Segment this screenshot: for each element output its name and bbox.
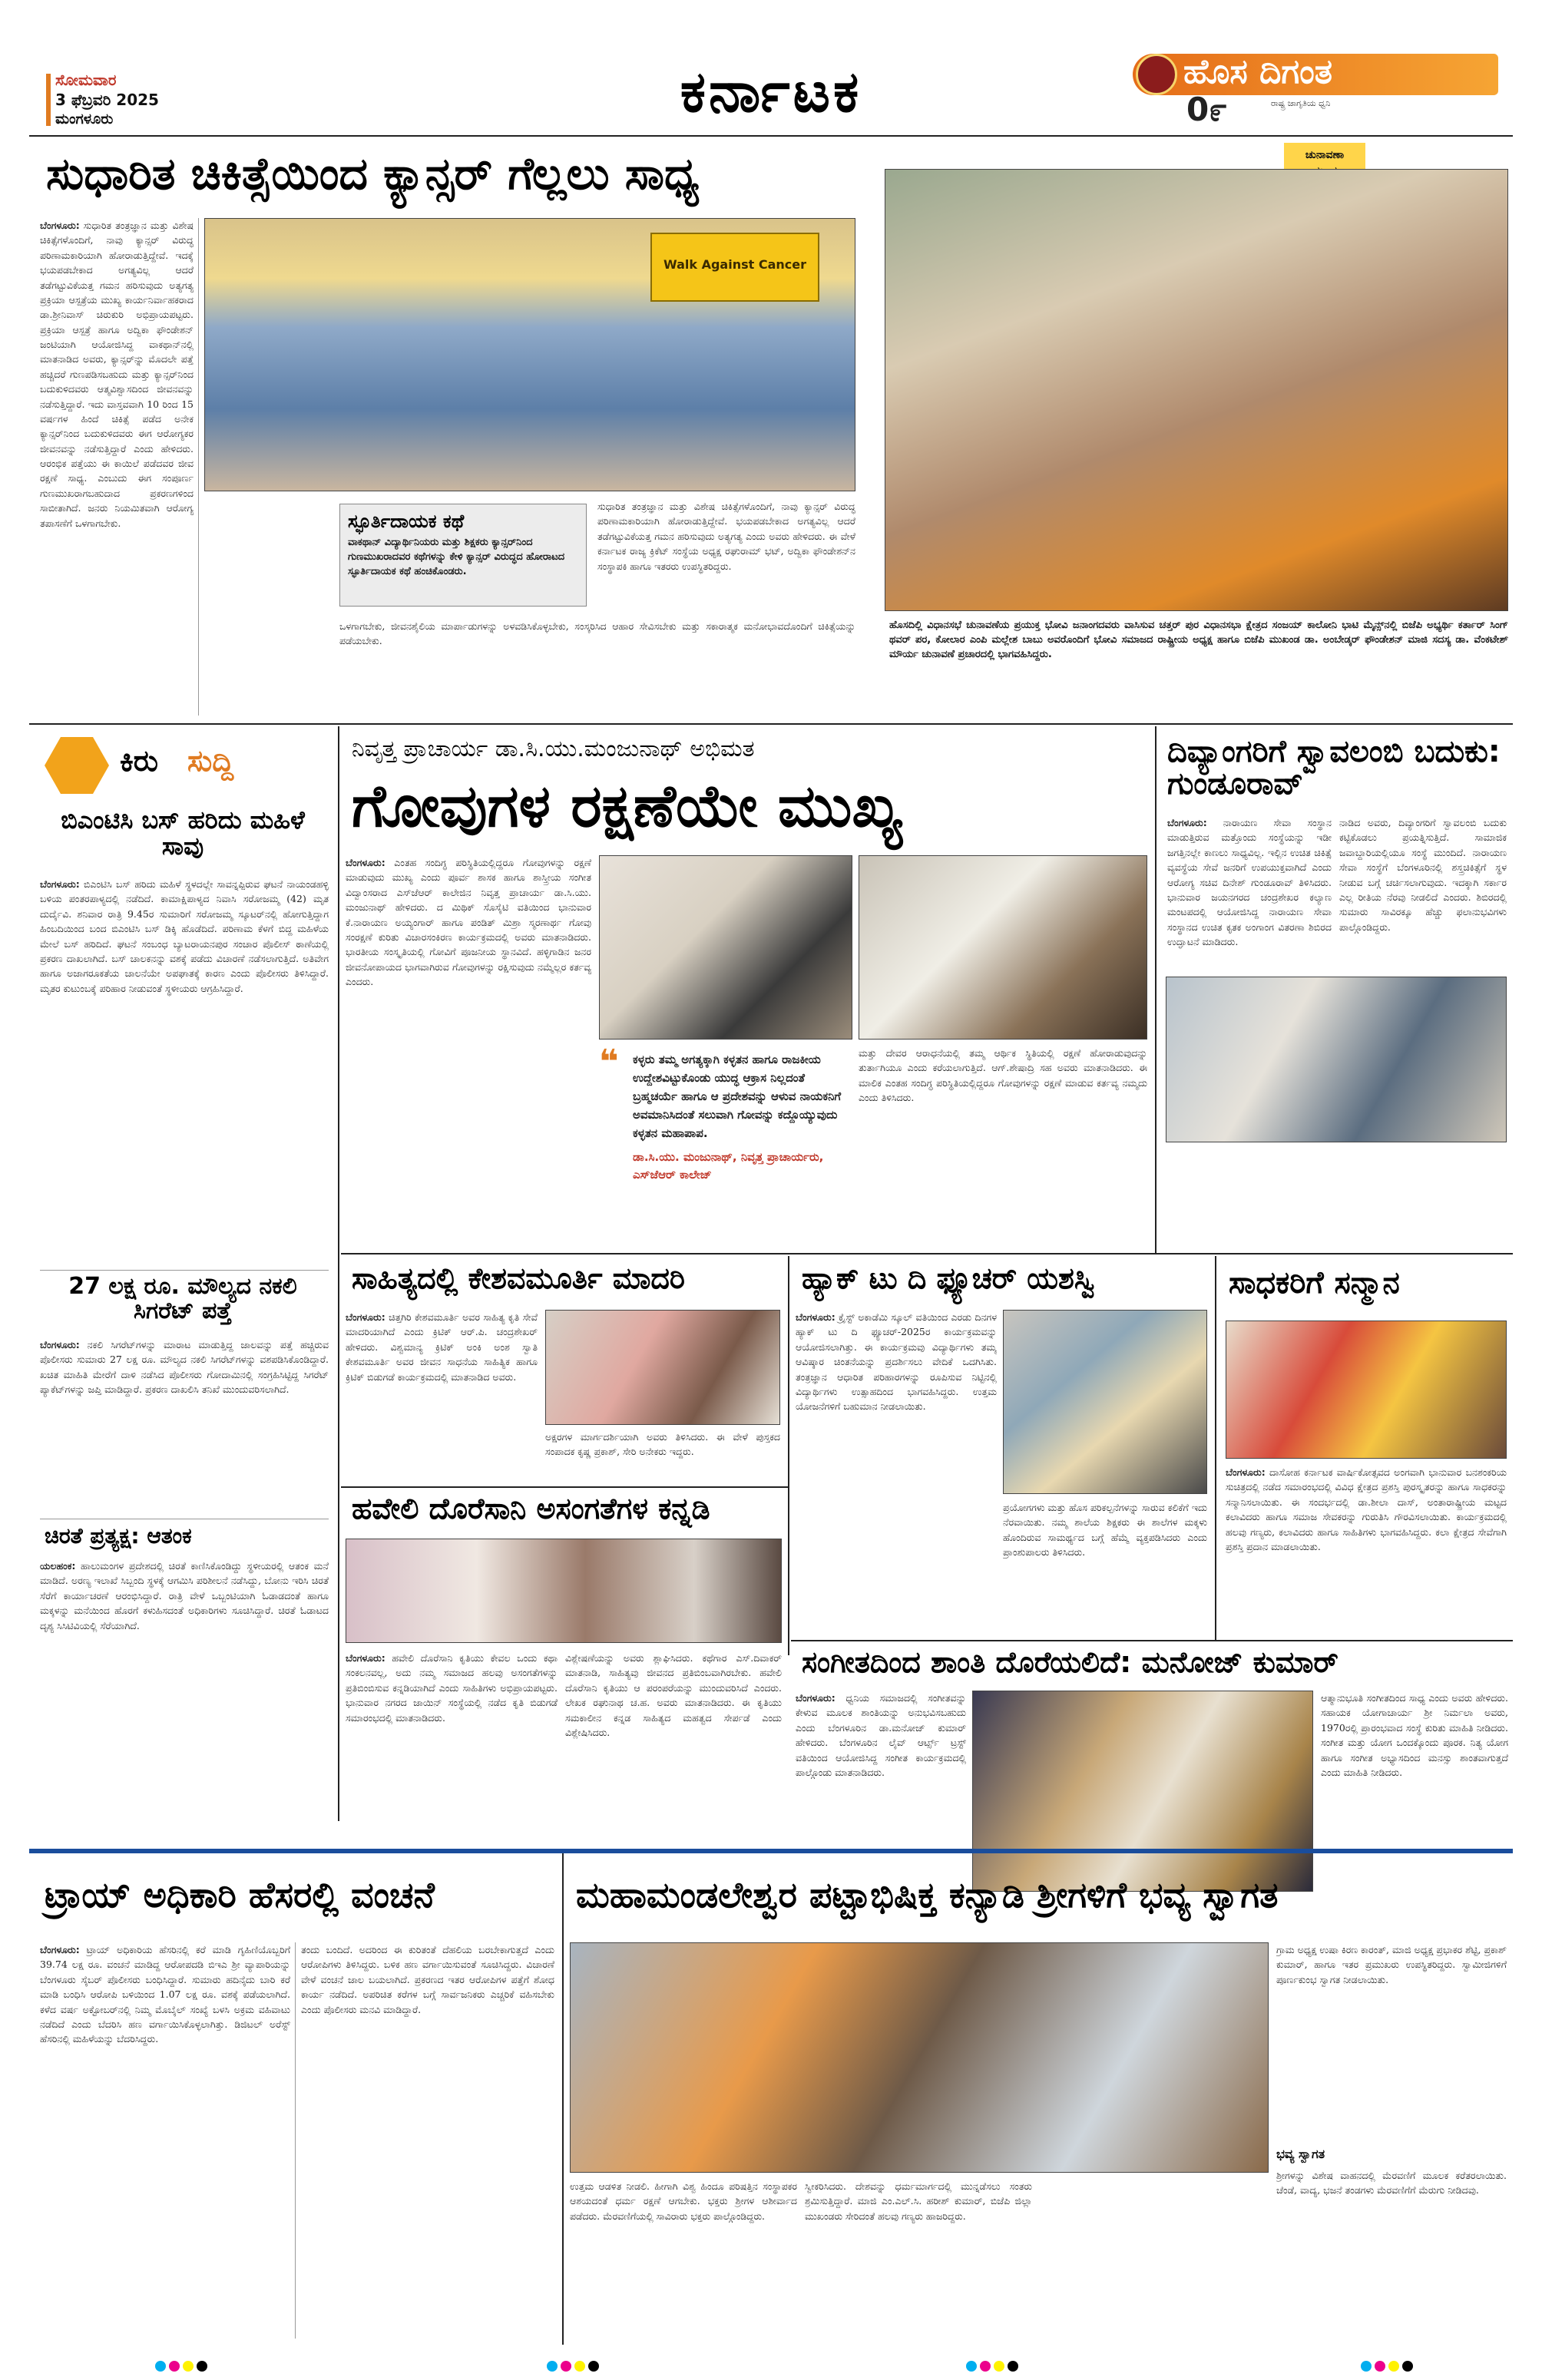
music-headline: ಸಂಗೀತದಿಂದ ಶಾಂತಿ ದೊರೆಯಲಿದೆ: ಮನೋಜ್ ಕುಮಾರ್ [802,1645,1338,1679]
swami-col2: ಉತ್ತಮ ಆಡಳಿತ ನೀಡಲಿ. ಹೀಗಾಗಿ ವಿಶ್ವ ಹಿಂದೂ ಪರಿಷತ್ತಿನ ಸಂಸ್ಥಾಪಕರ ಆಶಯದಂತೆ ಧರ್ಮ ರಕ್ಷಣೆ ಆಗಬೇಕು. ಭಕ್ತರು ಶ್ರೀಗಳ ಆಶೀರ್ವಾದ ಪಡೆದರು. ಮೆರವಣಿಗೆಯಲ್ಲಿ ಸಾವಿರಾರು ಭಕ್ತರು ಪಾಲ್ಗೊಂಡಿದ್ದರು. [570,2180,797,2222]
rule-row1 [29,723,1513,725]
cyan-dot-icon [1361,2361,1372,2372]
cancer-col1b: ಒಳಗಾಗಬೇಕು, ಜೀವನಶೈಲಿಯ ಮಾರ್ಪಾಡುಗಳನ್ನು ಅಳವಡಿಸಿಕೊಳ್ಳಬೇಕು, ಸಂಸ್ಕರಿಸಿದ ಆಹಾರ ಸೇವಿಸಬೇಕು ಮತ್ತು ಸಕಾರಾತ್ಮಕ ಮನೋಭಾವದೊಂದಿಗೆ ಚಿಕಿತ್ಸೆಯನ್ನು ಪಡೆಯಬೇಕು. [339,620,855,647]
cancer-dateline: ಬೆಂಗಳೂರು: [40,220,80,231]
kirusuddi-header [45,737,306,798]
leopard-dateline: ಯಲಹಂಕ: [40,1560,76,1572]
swami-col3b [1040,2179,1269,2339]
trai-dateline: ಬೆಂಗಳೂರು: [40,1944,80,1955]
rule-haveli [341,1486,788,1488]
leopard-body [40,1559,329,1812]
story-haveli [341,1489,786,1821]
swami-headline: ಮಹಾಮಂಡಲೇಶ್ವರ ಪಟ್ಟಾಭಿಷಿಕ್ತ ಕನ್ಯಾಡಿ ಶ್ರೀಗಳಿಗೆ ಭವ್ಯ ಸ್ವಾಗತ [576,1874,1279,1916]
cow-quote-by: ಡಾ.ಸಿ.ಯು. ಮಂಜುನಾಥ್, ನಿವೃತ್ತ ಪ್ರಾಚಾರ್ಯರು, ಎಸ್‌ಜೆಆರ್ ಕಾಲೇಜ್ [633,1150,824,1182]
rule-divyang [1155,726,1156,1253]
black-dot-icon [1008,2361,1018,2372]
black-dot-icon [588,2361,599,2372]
election-tag-line1: ಚುನಾವಣಾ [1305,149,1345,161]
trai-col2: ತಂದು ಬಂದಿದೆ. ಅದರಿಂದ ಈ ಕುರಿತಂತೆ ದೆಹಲಿಯ ಬರಬೇಕಾಗುತ್ತದೆ ಎಂದು ಆರೋಪಿಗಳು ತಿಳಿಸಿದ್ದರು. ಬಳಿಕ ಹಣ ವರ್ಗಾಯಿಸುವಂತೆ ಸೂಚಿಸಿದ್ದರು. ವಿಚಾರಣೆ ವೇಳೆ ವಂಚನೆ ಜಾಲ ಬಯಲಾಗಿದೆ. ಪ್ರಕರಣದ ಇತರ ಆರೋಪಿಗಳ ಪತ್ತೆಗೆ ಶೋಧ ಕಾರ್ಯ ನಡೆದಿದೆ. ಅಪರಿಚಿತ ಕರೆಗಳ ಬಗ್ಗೆ ಸಾರ್ವಜನಿಕರು ಎಚ್ಚರಿಕೆ ವಹಿಸಬೇಕು ಎಂದು ಪೊಲೀಸರು ಮನವಿ ಮಾಡಿದ್ದಾರೆ. [301,1944,554,2015]
hack-col1 [796,1310,997,1634]
page-number: 0೯ [1186,91,1227,128]
registration-marks-left [154,2360,209,2375]
bus-body [40,877,329,1265]
brand-name: ಹೊಸ ದಿಗಂತ [1183,52,1333,91]
brand-emblem-icon [1136,54,1177,95]
column-divider [295,1942,296,2339]
yellow-dot-icon [574,2361,585,2372]
story-hack [791,1256,1213,1640]
divyang-headline: ದಿವ್ಯಾಂಗರಿಗೆ ಸ್ವಾವಲಂಬಿ ಬದುಕು: ಗುಂಡೂರಾವ್ [1167,734,1501,802]
sadhaka-photo [1226,1321,1507,1459]
cow-col1 [346,855,591,1247]
bus-headline: ಬಿಎಂಟಿಸಿ ಬಸ್ ಹರಿದು ಮಹಿಳೆ ಸಾವು [61,805,305,861]
swami-col4: ಗ್ರಾಮ ಅಧ್ಯಕ್ಷ ಉಷಾ ಕಿರಣ ಕಾರಂತ್, ಮಾಜಿ ಅಧ್ಯಕ್ಷ ಪ್ರಭಾಕರ ಶೆಟ್ಟಿ, ಪ್ರಕಾಶ್ ಕುಮಾರ್, ಹಾಗೂ ಇತರ ಪ್ರಮುಖರು ಉಪಸ್ಥಿತರಿದ್ದರು. ಸ್ವಾಮೀಜಿಗಳಿಗೆ ಪೂರ್ಣಕುಂಭ ಸ್ವಾಗತ ನೀಡಲಾಯಿತು. [1276,1944,1507,1985]
story-cow [341,726,1153,1253]
quote-icon: ❝ [599,1043,619,1082]
cancer-col1 [40,218,194,716]
bus-dateline: ಬೆಂಗಳೂರು: [40,878,80,890]
sadhaka-text: ದಾಸೋಹ ಕರ್ನಾಟಕ ವಾರ್ಷಿಕೋತ್ಸವದ ಅಂಗವಾಗಿ ಭಾನುವಾರ ಬನಶಂಕರಿಯ ಸುಚಿತ್ರದಲ್ಲಿ ನಡೆದ ಸಮಾರಂಭದಲ್ಲಿ ವಿವಿಧ ಕ್ಷೇತ್ರದ ಪ್ರಶಸ್ತಿ ಪುರಸ್ಕೃತರನ್ನು ಹಾಗೂ ಸಾಧಕರನ್ನು ಸನ್ಮಾನಿಸಲಾಯಿತು. ಈ ಸಂದರ್ಭದಲ್ಲಿ ಡಾ.ಶೀಲಾ ದಾಸ್, ಅಂತಾರಾಷ್ಟ್ರೀಯ ಮಟ್ಟದ ಕಲಾವಿದರು ಹಾಗೂ ಸಮಾಜ ಸೇವಕರನ್ನು ಗುರುತಿಸಿ ಗೌರವಿಸಲಾಯಿತು. ಕಾರ್ಯಕ್ರಮದಲ್ಲಿ ಹಲವು ಗಣ್ಯರು, ಕಲಾವಿದರು ಹಾಗೂ ಸಾಹಿತಿಗಳು ಭಾಗವಹಿಸಿದ್ದರು. ಕಲಾ ಕ್ಷೇತ್ರದ ಸೇವೆಗಾಗಿ ಪ್ರಶಸ್ತಿ ಪ್ರದಾನ ಮಾಡಲಾಯಿತು. [1226,1466,1507,1552]
haveli-photo [346,1539,782,1643]
bus-text: ಬಿಎಂಟಿಸಿ ಬಸ್ ಹರಿದು ಮಹಿಳೆ ಸ್ಥಳದಲ್ಲೇ ಸಾವನ್ನಪ್ಪಿರುವ ಘಟನೆ ನಾಯಂಡಹಳ್ಳಿ ಬಳಿಯ ಪಂತರಪಾಳ್ಯದಲ್ಲಿ ನಡೆದಿದೆ. ಕಾಮಾಕ್ಷಿಪಾಳ್ಯದ ನಿವಾಸಿ ಸರೋಜಮ್ಮ (42) ಮೃತ ದುರ್ದೈವಿ. ಶನಿವಾರ ರಾತ್ರಿ 9.45ರ ಸುಮಾರಿಗೆ ಸರೋಜಮ್ಮ ಸ್ಕೂಟರ್‌ನಲ್ಲಿ ಹೋಗುತ್ತಿದ್ದಾಗ ಹಿಂಬದಿಯಿಂದ ಬಂದ ಬಿಎಂಟಿಸಿ ಬಸ್ ಡಿಕ್ಕಿ ಹೊಡೆದಿದೆ. ಪರಿಣಾಮ ಕೆಳಗೆ ಬಿದ್ದ ಮಹಿಳೆಯ ಮೇಲೆ ಬಸ್ ಹರಿದಿದೆ. ಘಟನೆ ಸಂಬಂಧ ಬ್ಯಾಟರಾಯನಪುರ ಸಂಚಾರ ಪೊಲೀಸ್ ಠಾಣೆಯಲ್ಲಿ ಪ್ರಕರಣ ದಾಖಲಾಗಿದೆ. ಬಸ್ ಚಾಲಕನನ್ನು ವಶಕ್ಕೆ ಪಡೆದು ವಿಚಾರಣೆ ನಡೆಸಲಾಗುತ್ತಿದೆ. ಅತಿವೇಗ ಹಾಗೂ ಅಜಾಗರೂಕತೆಯ ಚಾಲನೆಯೇ ಅಪಘಾತಕ್ಕೆ ಕಾರಣ ಎಂದು ಪೊಲೀಸರು ತಿಳಿಸಿದ್ದಾರೆ. ಮೃತರ ಕುಟುಂಬಕ್ಕೆ ಪರಿಹಾರ ನೀಡುವಂತೆ ಸ್ಥಳೀಯರು ಆಗ್ರಹಿಸಿದ್ದಾರೆ. [40,878,329,994]
cigarette-headline: 27 ಲಕ್ಷ ರೂ. ಮೌಲ್ಯದ ನಕಲಿ ಸಿಗರೆಟ್ ಪತ್ತೆ [68,1273,297,1324]
magenta-dot-icon [561,2361,571,2372]
cow-dateline: ಬೆಂಗಳೂರು: [346,857,386,868]
keshava-dateline: ಬೆಂಗಳೂರು: [346,1311,386,1323]
cancer-headline: ಸುಧಾರಿತ ಚಿಕಿತ್ಸೆಯಿಂದ ಕ್ಯಾನ್ಸರ್ ಗೆಲ್ಲಲು ಸಾಧ್ಯ [46,147,700,200]
keshava-photo [545,1310,780,1425]
trai-headline: ಟ್ರಾಯ್ ಅಧಿಕಾರಿ ಹೆಸರಲ್ಲಿ ವಂಚನೆ [45,1874,435,1916]
haveli-col1 [346,1651,558,1815]
cow-headline: ಗೋವುಗಳ ರಕ್ಷಣೆಯೇ ಮುಖ್ಯ [352,772,903,840]
hack-text-1: ಕ್ರೈಸ್ಟ್ ಅಕಾಡೆಮಿ ಸ್ಕೂಲ್ ವತಿಯಿಂದ ಎರಡು ದಿನಗಳ ಹ್ಯಾಕ್ ಟು ದಿ ಫ್ಯೂಚರ್-2025ರ ಕಾರ್ಯಕ್ರಮವನ್ನು ಆಯೋಜಿಸಲಾಗಿತ್ತು. ಈ ಕಾರ್ಯಕ್ರಮವು ವಿದ್ಯಾರ್ಥಿಗಳು ತಮ್ಮ ಆವಿಷ್ಕಾರ ಚಿಂತನೆಯನ್ನು ಪ್ರದರ್ಶಿಸಲು ವೇದಿಕೆ ಒದಗಿಸಿತು. ತಂತ್ರಜ್ಞಾನ ಆಧಾರಿತ ಪರಿಹಾರಗಳನ್ನು ರೂಪಿಸುವ ನಿಟ್ಟಿನಲ್ಲಿ ವಿದ್ಯಾರ್ಥಿಗಳು ಉತ್ಸಾಹದಿಂದ ಭಾಗವಹಿಸಿದ್ದರು. ಉತ್ತಮ ಯೋಜನೆಗಳಿಗೆ ಬಹುಮಾನ ನೀಡಲಾಯಿತು. [796,1311,997,1413]
story-election [883,138,1513,722]
trai-text-1: ಟ್ರಾಯ್ ಅಧಿಕಾರಿಯ ಹೆಸರಿನಲ್ಲಿ ಕರೆ ಮಾಡಿ ಗೃಹಿಣಿಯೊಬ್ಬರಿಗೆ 39.74 ಲಕ್ಷ ರೂ. ವಂಚನೆ ಮಾಡಿದ್ದ ಆರೋಪದಡಿ ಬಿಇಎ ಶ್ರೀ ವ್ಯಾಪಾರಿಯನ್ನು ಬೆಂಗಳೂರು ಸೈಬರ್ ಪೊಲೀಸರು ಬಂಧಿಸಿದ್ದಾರೆ. ಸುಮಾರು ಹದಿನೈದು ಬಾರಿ ಕರೆ ಮಾಡಿ ಬಂಧಿಸಿ ಆರೋಪಿ ಬಳಿಯಿಂದ 1.07 ಲಕ್ಷ ರೂ. ವಶಕ್ಕೆ ಪಡೆಯಲಾಗಿದೆ. ಕಳೆದ ವರ್ಷ ಅಕ್ಟೋಬರ್‌ನಲ್ಲಿ ನಿಮ್ಮ ಮೊಬೈಲ್ ಸಂಖ್ಯೆ ಬಳಸಿ ಅಕ್ರಮ ವಹಿವಾಟು ನಡೆದಿದೆ ಎಂದು ಬೆದರಿಸಿ ಹಣ ವರ್ಗಾಯಿಸಿಕೊಳ್ಳಲಾಗಿತ್ತು. ಡಿಜಿಟಲ್ ಅರೆಸ್ಟ್ ಹೆಸರಿನಲ್ಲಿ ಮಹಿಳೆಯನ್ನು ಬೆದರಿಸಿದ್ದರು. [40,1944,290,2045]
leopard-headline: ಚಿರತೆ ಪ್ರತ್ಯಕ್ಷ: ಆತಂಕ [45,1523,192,1549]
keshava-col2: ಅಕ್ಷರಗಳ ಮಾರ್ಗದರ್ಶಿಯಾಗಿ ಅವರು ತಿಳಿಸಿದರು. ಈ ವೇಳೆ ಪುಸ್ತಕದ ಸಂಪಾದಕ ಕೃಷ್ಣ ಪ್ರಕಾಶ್, ಸೇರಿ ಅನೇಕರು ಇದ್ದರು. [545,1431,780,1458]
haveli-text-1: ಹವೇಲಿ ದೊರೆಸಾನಿ ಕೃತಿಯು ಕೇವಲ ಒಂದು ಕಥಾ ಸಂಕಲನವಲ್ಲ, ಅದು ನಮ್ಮ ಸಮಾಜದ ಹಲವು ಅಸಂಗತೆಗಳನ್ನು ಪ್ರತಿಬಿಂಬಿಸುವ ಕನ್ನಡಿಯಾಗಿದೆ ಎಂದು ಸಾಹಿತಿಗಳು ಅಭಿಪ್ರಾಯಪಟ್ಟರು. ಭಾನುವಾರ ನಗರದ ಜಾಯಿನ್ ಸಂಸ್ಥೆಯಲ್ಲಿ ನಡೆದ ಕೃತಿ ಬಿಡುಗಡೆ ಸಮಾರಂಭದಲ್ಲಿ ಮಾತನಾಡಿದರು. [346,1652,558,1724]
music-dateline: ಬೆಂಗಳೂರು: [796,1692,836,1704]
walkathon-banner [650,233,819,302]
registration-marks-mid [545,2360,601,2375]
kirusuddi-title-b: ಸುದ್ದಿ [187,744,234,778]
divyang-text-1: ನಾರಾಯಣ ಸೇವಾ ಸಂಸ್ಥಾನ ಮಾಡುತ್ತಿರುವ ಮತ್ತೊಂದು ಸಂಸ್ಥೆಯನ್ನು ಇಡೀ ಜಗತ್ತಿನಲ್ಲೇ ಕಾಣಲು ಸಾಧ್ಯವಿಲ್ಲ. ಇಲ್ಲಿನ ಉಚಿತ ಚಿಕಿತ್ಸೆ ವ್ಯವಸ್ಥೆಯ ಸೇವೆ ಜನರಿಗೆ ಉಪಯುಕ್ತವಾಗಿದೆ ಎಂದು ಆರೋಗ್ಯ ಸಚಿವ ದಿನೇಶ್ ಗುಂಡೂರಾವ್ ತಿಳಿಸಿದರು. ಭಾನುವಾರ ಜಯನಗರದ ಚಂದ್ರಶೇಖರ ಕಲ್ಯಾಣ ಮಂಟಪದಲ್ಲಿ ಆಯೋಜಿಸಿದ್ದ ನಾರಾಯಣ ಸೇವಾ ಸಂಸ್ಥಾನದ ಉಚಿತ ಕೃತಕ ಅಂಗಾಂಗ ವಿತರಣಾ ಶಿಬಿರದ ಉದ್ಘಾಟನೆ ಮಾಡಿದರು. [1167,817,1332,947]
election-photo [885,169,1508,611]
swami-photo [570,1942,1269,2173]
story-swami [565,1853,1513,2345]
swami-col4b: ಶ್ರೀಗಳನ್ನು ವಿಶೇಷ ವಾಹನದಲ್ಲಿ ಮೆರವಣಿಗೆ ಮೂಲಕ ಕರೆತರಲಾಯಿತು. ಚೆಂಡೆ, ವಾದ್ಯ, ಭಜನೆ ತಂಡಗಳು ಮೆರವಣಿಗೆಗೆ ಮೆರುಗು ನೀಡಿದವು. [1276,2170,1507,2197]
sadhaka-headline: ಸಾಧಕರಿಗೆ ಸನ್ಮಾನ [1229,1265,1400,1301]
haveli-dateline: ಬೆಂಗಳೂರು: [346,1652,386,1664]
hack-photo [1003,1310,1207,1494]
story-divyang [1158,726,1513,1253]
masthead-city: ಮಂಗಳೂರು [55,111,114,127]
cow-text-1: ಎಂತಹ ಸಂದಿಗ್ಧ ಪರಿಸ್ಥಿತಿಯಲ್ಲಿದ್ದರೂ ಗೋವುಗಳನ್ನು ರಕ್ಷಣೆ ಮಾಡುವುದು ಮುಖ್ಯ ಎಂದು ಪೂರ್ವ ಶಾಸಕ ಹಾಗೂ ಶಾಸ್ತ್ರೀಯ ಸಂಗೀತ ವಿದ್ವಾಂಸರಾದ ಎಸ್‌ಜೆಆರ್ ಕಾಲೇಜಿನ ನಿವೃತ್ತ ಪ್ರಾಚಾರ್ಯ ಡಾ.ಸಿ.ಯು. ಮಂಜುನಾಥ್ ಹೇಳಿದರು. ದ ಮಿಥಿಕ್ ಸೊಸೈಟಿ ವತಿಯಿಂದ ಭಾನುವಾರ ಕೆ.ನಾರಾಯಣ ಅಯ್ಯಂಗಾರ್ ಹಾಗೂ ಪಂಡಿತ್ ಮಿಶ್ರಾ ಸ್ಮರಣಾರ್ಥ ಗೋವು ಸಂರಕ್ಷಣೆ ಕುರಿತು ವಿಚಾರಸಂಕಿರಣ ಕಾರ್ಯಕ್ರಮದಲ್ಲಿ ಅವರು ಮಾತನಾಡಿದರು. ಭಾರತೀಯ ಸಂಸ್ಕೃತಿಯಲ್ಲಿ ಗೋವಿಗೆ ಪೂಜನೀಯ ಸ್ಥಾನವಿದೆ. ಹಳ್ಳಿಗಾಡಿನ ಜನರ ಜೀವನೋಪಾಯದ ಭಾಗವಾಗಿರುವ ಗೋವುಗಳನ್ನು ರಕ್ಷಿಸುವುದು ನಮ್ಮೆಲ್ಲರ ಕರ್ತವ್ಯ ಎಂದರು. [346,857,591,987]
registration-marks-mid2 [965,2360,1020,2375]
story-sadhaka [1218,1256,1513,1640]
haveli-headline: ಹವೇಲಿ ದೊರೆಸಾನಿ ಅಸಂಗತೆಗಳ ಕನ್ನಡಿ [352,1492,710,1526]
election-caption: ಹೊಸದಿಲ್ಲಿ ವಿಧಾನಸಭೆ ಚುನಾವಣೆಯ ಪ್ರಯುಕ್ತ ಭೋವಿ ಜನಾಂಗದವರು ವಾಸಿಸುವ ಚತ್ತರ್ ಪುರ ವಿಧಾನಸಭಾ ಕ್ಷೇತ್ರದ ಸಂಜಯ್ ಕಾಲೋನಿ ಭಾಟಿ ಮೈನ್ಸ್‌ನಲ್ಲಿ ಬಿಜೆಪಿ ಅಭ್ಯರ್ಥಿ ಕರ್ತಾರ್ ಸಿಂಗ್ ಥವರ್ ಪರ, ಕೋಲಾರ ಎಂಪಿ ಮಲ್ಲೇಶ ಬಾಬು ಅವರೊಂದಿಗೆ ಭೋವಿ ಸಮಾಜದ ರಾಷ್ಟ್ರೀಯ ಅಧ್ಯಕ್ಷ ಹಾಗೂ ಬಿಜೆಪಿ ಮುಖಂಡ ಡಾ. ಅಂಬೇಡ್ಕರ್ ಫೌಂಡೇಶನ್ ಮಾಜಿ ಸದಸ್ಯ ಡಾ. ವೆಂಕಟೇಶ್ ಮೌರ್ಯ ಚುನಾವಣೆ ಪ್ರಚಾರದಲ್ಲಿ ಭಾಗವಹಿಸಿದ್ದರು. [889,619,1508,716]
rule-row2 [341,1253,1513,1254]
keshava-col1 [346,1310,538,1480]
cow-kicker: ನಿವೃತ್ತ ಪ್ರಾಚಾರ್ಯ ಡಾ.ಸಿ.ಯು.ಮಂಜುನಾಥ್ ಅಭಿಮತ [352,735,755,762]
black-dot-icon [1402,2361,1413,2372]
cyan-dot-icon [966,2361,977,2372]
section-title: ಕರ್ನಾಟಕ [680,59,862,125]
masthead-day: ಸೋಮವಾರ [55,71,117,89]
magenta-dot-icon [169,2361,180,2372]
keshava-text-1: ಚಿತ್ತಗಿರಿ ಕೇಶವಮೂರ್ತಿ ಅವರ ಸಾಹಿತ್ಯ ಕೃತಿ ಸೇವೆ ಮಾದರಿಯಾಗಿದೆ ಎಂದು ಕ್ರಿಟಿಕ್ ಆರ್.ಪಿ. ಚಂದ್ರಶೇಖರ್ ಹೇಳಿದರು. ವಿಶ್ವಮಾನ್ಯ ಕ್ರಿಟಿಕ್ ಅಂಕಿ ಅಂಶ ಸ್ವಾತಿ ಕೇಶವಮೂರ್ತಿ ಅವರ ಜೀವನ ಸಾಧನೆಯ ಸಾಹಿತ್ಯಿಕ ಹಾಗೂ ಕ್ರಿಟಿಕ್ ಬಿಡುಗಡೆ ಕಾರ್ಯಕ್ರಮದಲ್ಲಿ ಮಾತನಾಡಿದ ಅವರು. [346,1311,538,1383]
cow-photo-podium [859,855,1147,1040]
trai-col1 [40,1942,290,2339]
rule-music [791,1640,1513,1641]
yellow-dot-icon [183,2361,194,2372]
column-divider [198,218,199,716]
music-text-1: ಧ್ವನಿಯ ಸಮಾಜದಲ್ಲಿ ಸಂಗೀತವನ್ನು ಕೇಳುವ ಮೂಲಕ ಶಾಂತಿಯನ್ನು ಅನುಭವಿಸಬಹುದು ಎಂದು ಬೆಂಗಳೂರಿನ ಡಾ.ಮನೋಜ್ ಕುಮಾರ್ ಹೇಳಿದರು. ಬೆಂಗಳೂರಿನ ಲೈವ್ ಆರ್ಟ್ಸ್ ಟ್ರಸ್ಟ್ ವತಿಯಿಂದ ಆಯೋಜಿಸಿದ್ದ ಸಂಗೀತ ಕಾರ್ಯಕ್ರಮದಲ್ಲಿ ಪಾಲ್ಗೊಂಡು ಮಾತನಾಡಿದರು. [796,1692,966,1778]
cyan-dot-icon [155,2361,166,2372]
story-cancer [29,138,866,722]
sadhaka-body [1226,1465,1507,1634]
story-keshava [341,1256,786,1486]
cow-col3: ಮತ್ತು ದೇವರ ಆರಾಧನೆಯಲ್ಲಿ ತಮ್ಮ ಆರ್ಥಿಕ ಸ್ಥಿತಿಯಲ್ಲಿ ರಕ್ಷಣೆ ಹೋರಾಡುವುದನ್ನು ತುರ್ತಾಗಿಯೂ ಎಂದು ಕರೆಯಲಾಗುತ್ತಿದೆ. ಆಗ್‌.ಶೇಷಾದ್ರಿ ಸಹ ಅವರು ಮಾತನಾಡಿದರು. ಈ ಮಾಲಿಕ ಎಂತಹ ಸಂದಿಗ್ಧ ಪರಿಸ್ಥಿತಿಯಲ್ಲಿದ್ದರೂ ಗೋವುಗಳನ್ನು ರಕ್ಷಣೆ ಮಾಡುವ ಕರ್ತವ್ಯ ನಮ್ಮದು ಎಂದು ತಿಳಿಸಿದರು. [859,1047,1147,1104]
kirusuddi-column [29,726,336,1821]
magenta-dot-icon [1375,2361,1385,2372]
cow-photo-speaker [599,855,852,1040]
masthead [0,0,1542,137]
swami-subhead: ಭವ್ಯ ಸ್ವಾಗತ [1276,2147,1325,2161]
cow-quote: ಕಳ್ಳರು ತಮ್ಮ ಅಗತ್ಯಕ್ಕಾಗಿ ಕಳ್ಳತನ ಹಾಗೂ ರಾಜಕೀಯ ಉದ್ದೇಶವಿಟ್ಟುಕೊಂಡು ಯುದ್ಧ ಆಕ್ರಾಸ ನಿಲ್ಲದಂತೆ ಬ್ರಹ್ಮಚರ್ಯೆ ಹಾಗೂ ಆ ಪ್ರದೇಶವನ್ನು ಆಳುವ ನಾಯಕನಿಗೆ ಅವಮಾನಿಸಿದಂತೆ ಸಲುವಾಗಿ ಗೋವನ್ನು ಕದ್ದೊಯ್ಯುವುದು ಕಳ್ಳತನ ಮಹಾಪಾಪ. [633,1053,842,1140]
kirusuddi-title-a: ಕಿರು [120,744,158,778]
inspire-text: ವಾಕಥಾನ್ ವಿದ್ಯಾರ್ಥಿನಿಯರು ಮತ್ತು ಶಿಕ್ಷಕರು ಕ್ಯಾನ್ಸರ್‌ನಿಂದ ಗುಣಮುಖರಾದವರ ಕಥೆಗಳನ್ನು ಕೇಳಿ ಕ್ಯಾನ್ಸರ್ ವಿರುದ್ಧದ ಹೋರಾಟದ ಸ್ಫೂರ್ತಿದಾಯಕ ಕಥೆ ಹಂಚಿಕೊಂಡರು. [348,537,565,577]
divyang-col2: ನಾಡಿದ ಅವರು, ದಿವ್ಯಾಂಗರಿಗೆ ಸ್ವಾವಲಂಬಿ ಬದುಕು ಕಟ್ಟಿಕೊಡಲು ಪ್ರಯತ್ನಿಸುತ್ತಿದೆ. ಸಾಮಾಜಿಕ ಜವಾಬ್ದಾರಿಯಲ್ಲಿಯೂ ಸಂಸ್ಥೆ ಮುಂದಿದೆ. ನಾರಾಯಣ ಸೇವಾ ಸಂಸ್ಥೆಗೆ ಬೆಂಗಳೂರಿನಲ್ಲಿ ಶಸ್ತ್ರಚಿಕಿತ್ಸೆಗೆ ಸ್ಥಳ ನೀಡುವ ಬಗ್ಗೆ ಚರ್ಚಿಸಲಾಗುವುದು. ಇದಕ್ಕಾಗಿ ಸರ್ಕಾರ ಎಲ್ಲ ರೀತಿಯ ನೆರವು ನೀಡಲಿದೆ ಎಂದರು. ಶಿಬಿರದಲ್ಲಿ ಸುಮಾರು ಸಾವಿರಕ್ಕೂ ಹೆಚ್ಚು ಫಲಾನುಭವಿಗಳು ಪಾಲ್ಗೊಂಡಿದ್ದರು. [1339,817,1507,933]
haveli-col2: ವಿಶ್ಲೇಷಣೆಯನ್ನು ಅವರು ಶ್ಲಾಘಿಸಿದರು. ಕಥೆಗಾರ ಎಸ್.ದಿವಾಕರ್ ಮಾತನಾಡಿ, ಸಾಹಿತ್ಯವು ಜೀವನದ ಪ್ರತಿಬಿಂಬವಾಗಿರಬೇಕು. ಹವೇಲಿ ದೊರೆಸಾನಿ ಕೃತಿಯು ಆ ಪರಂಪರೆಯನ್ನು ಮುಂದುವರಿಸಿದೆ ಎಂದರು. ಲೇಖಕ ರಘುನಾಥ ಚ.ಹ. ಅವರು ಮಾತನಾಡಿದರು. ಈ ಕೃತಿಯು ಸಮಕಾಲೀನ ಕನ್ನಡ ಸಾಹಿತ್ಯದ ಮಹತ್ವದ ಸೇರ್ಪಡೆ ಎಂದು ವಿಶ್ಲೇಷಿಸಿದರು. [565,1652,782,1738]
brand-tagline: ರಾಷ್ಟ್ರ ಜಾಗೃತಿಯ ಧ್ವನಿ [1271,98,1331,108]
divyang-dateline: ಬೆಂಗಳೂರು: [1167,817,1207,828]
cancer-col2: ಸುಧಾರಿತ ತಂತ್ರಜ್ಞಾನ ಮತ್ತು ವಿಶೇಷ ಚಿಕಿತ್ಸೆಗಳೊಂದಿಗೆ, ನಾವು ಕ್ಯಾನ್ಸರ್ ವಿರುದ್ಧ ಪರಿಣಾಮಕಾರಿಯಾಗಿ ಹೋರಾಡುತ್ತಿದ್ದೇವೆ. ಭಯಪಡಬೇಕಾದ ಅಗತ್ಯವಿಲ್ಲ ಆದರೆ ತಡೆಗಟ್ಟುವಿಕೆಯತ್ತ ಗಮನ ಹರಿಸುವುದು ಅತ್ಯಗತ್ಯ ಎಂದು ಅವರು ಹೇಳಿದರು. ಈ ವೇಳೆ ಕರ್ನಾಟಕ ರಾಜ್ಯ ಕ್ರಿಕೆಟ್ ಸಂಸ್ಥೆಯ ಅಧ್ಯಕ್ಷ ರಘುರಾಮ್ ಭಟ್, ಅದ್ವಿಕಾ ಫೌಂಡೇಶನ್‌ನ ಸಂಸ್ಥಾಪಕಿ ಹಾಗೂ ಇತರರು ಉಪಸ್ಥಿತರಿದ್ದರು. [597,501,855,572]
black-dot-icon [197,2361,207,2372]
divyang-photo [1166,977,1507,1142]
divyang-col1 [1167,815,1332,969]
magenta-dot-icon [980,2361,991,2372]
yellow-dot-icon [1388,2361,1399,2372]
registration-marks-right [1359,2360,1415,2375]
rule-trai [562,1853,564,2345]
rule-hack [1215,1256,1216,1640]
yellow-dot-icon [994,2361,1004,2372]
masthead-rule [29,135,1513,137]
cancer-text-1: ಸುಧಾರಿತ ತಂತ್ರಜ್ಞಾನ ಮತ್ತು ವಿಶೇಷ ಚಿಕಿತ್ಸೆಗಳೊಂದಿಗೆ, ನಾವು ಕ್ಯಾನ್ಸರ್ ವಿರುದ್ಧ ಪರಿಣಾಮಕಾರಿಯಾಗಿ ಹೋರಾಡುತ್ತಿದ್ದೇವೆ. ಇದಕ್ಕೆ ಭಯಪಡಬೇಕಾದ ಅಗತ್ಯವಿಲ್ಲ ಆದರೆ ತಡೆಗಟ್ಟುವಿಕೆಯತ್ತ ಗಮನ ಹರಿಸುವುದು ಅತ್ಯಗತ್ಯ ಪ್ರಕ್ರಿಯಾ ಆಸ್ಪತ್ರೆಯ ಮುಖ್ಯ ಕಾರ್ಯನಿರ್ವಾಹಕರಾದ ಡಾ.ಶ್ರೀನಿವಾಸ್ ಚಿರುಕುರಿ ಅಭಿಪ್ರಾಯಪಟ್ಟರು. ಪ್ರಕ್ರಿಯಾ ಆಸ್ಪತ್ರೆ ಹಾಗೂ ಅದ್ವಿಕಾ ಫೌಂಡೇಶನ್ ಜಂಟಿಯಾಗಿ ಆಯೋಜಿಸಿದ್ದ ವಾಕಥಾನ್‌ನಲ್ಲಿ ಮಾತನಾಡಿದ ಅವರು, ಕ್ಯಾನ್ಸರ್‌ನ್ನು ಮೊದಲೇ ಪತ್ತೆ ಹಚ್ಚಿದರೆ ಗುಣಪಡಿಸಬಹುದು ಮತ್ತು ಕ್ಯಾನ್ಸರ್‌ನಿಂದ ಬದುಕುಳಿದವರು ಆತ್ಮವಿಶ್ವಾಸದಿಂದ ಜೀವನವನ್ನು ನಡೆಸುತ್ತಿದ್ದಾರೆ. ಇದು ವಾಸ್ತವವಾಗಿ 10 ರಿಂದ 15 ವರ್ಷಗಳ ಹಿಂದೆ ಚಿಕಿತ್ಸೆ ಪಡೆದ ಅನೇಕ ಕ್ಯಾನ್ಸರ್‌ನಿಂದ ಬದುಕುಳಿದವರು ಈಗ ಆರೋಗ್ಯಕರ ಜೀವನವನ್ನು ನಡೆಸುತ್ತಿದ್ದಾರೆ ಎಂದು ಹೇಳಿದರು. ಆರಂಭಿಕ ಪತ್ತೆಯು ಈ ಕಾಯಿಲೆ ಪಡೆದವರ ಜೀವ ರಕ್ಷಣೆ ಸಾಧ್ಯ. ಎಂಬುದು ಈಗ ಸಂಪೂರ್ಣ ಗುಣಮುಖರಾಗಬಹುದಾದ ಪ್ರಕರಣಗಳಿಂದ ಸಾಬೀತಾಗಿದೆ. ಜನರು ನಿಯಮಿತವಾಗಿ ಆರೋಗ್ಯ ತಪಾಸಣೆಗೆ ಒಳಗಾಗಬೇಕು. [40,220,194,529]
cyan-dot-icon [547,2361,558,2372]
rule-keshava [788,1256,789,1655]
story-trai [29,1853,561,2345]
divider [40,1270,329,1271]
sadhaka-dateline: ಬೆಂಗಳೂರು: [1226,1466,1266,1478]
cigarette-body [40,1337,329,1514]
cow-quote-box [599,1043,848,1247]
walkathon-banner-text: Walk Against Cancer [663,257,806,272]
inspire-box [339,504,587,607]
keshava-headline: ಸಾಹಿತ್ಯದಲ್ಲಿ ಕೇಶವಮೂರ್ತಿ ಮಾದರಿ [352,1261,685,1295]
rule-kiru [338,726,339,1821]
cancer-walkathon-photo [204,218,855,491]
cigarette-text: ನಕಲಿ ಸಿಗರೆಟ್‌ಗಳನ್ನು ಮಾರಾಟ ಮಾಡುತ್ತಿದ್ದ ಜಾಲವನ್ನು ಪತ್ತೆ ಹಚ್ಚಿರುವ ಪೊಲೀಸರು ಸುಮಾರು 27 ಲಕ್ಷ ರೂ. ಮೌಲ್ಯದ ನಕಲಿ ಸಿಗರೆಟ್‌ಗಳನ್ನು ವಶಪಡಿಸಿಕೊಂಡಿದ್ದಾರೆ. ಖಚಿತ ಮಾಹಿತಿ ಮೇರೆಗೆ ದಾಳಿ ನಡೆಸಿದ ಪೊಲೀಸರು ಗೋದಾಮಿನಲ್ಲಿ ಸಂಗ್ರಹಿಸಿಟ್ಟಿದ್ದ ಸಿಗರೆಟ್ ಪ್ಯಾಕೆಟ್‌ಗಳನ್ನು ಜಪ್ತಿ ಮಾಡಿದ್ದಾರೆ. ಪ್ರಕರಣ ದಾಖಲಿಸಿ ತನಿಖೆ ಮುಂದುವರಿಸಲಾಗಿದೆ. [40,1339,329,1396]
hand-icon [45,737,109,794]
leopard-text: ಹಾಲುಮಂಗಳ ಪ್ರದೇಶದಲ್ಲಿ ಚಿರತೆ ಕಾಣಿಸಿಕೊಂಡಿದ್ದು ಸ್ಥಳೀಯರಲ್ಲಿ ಆತಂಕ ಮನೆ ಮಾಡಿದೆ. ಅರಣ್ಯ ಇಲಾಖೆ ಸಿಬ್ಬಂದಿ ಸ್ಥಳಕ್ಕೆ ಆಗಮಿಸಿ ಪರಿಶೀಲನೆ ನಡೆಸಿದ್ದು, ಬೋನು ಇರಿಸಿ ಚಿರತೆ ಸೆರೆಗೆ ಕಾರ್ಯಾಚರಣೆ ಆರಂಭಿಸಿದ್ದಾರೆ. ರಾತ್ರಿ ವೇಳೆ ಒಬ್ಬಂಟಿಯಾಗಿ ಓಡಾಡದಂತೆ ಹಾಗೂ ಮಕ್ಕಳನ್ನು ಮನೆಯಿಂದ ಹೊರಗೆ ಕಳುಹಿಸದಂತೆ ಅಧಿಕಾರಿಗಳು ಸೂಚಿಸಿದ್ದಾರೆ. ಚಿರತೆ ಓಡಾಟದ ದೃಶ್ಯ ಸಿಸಿಟಿವಿಯಲ್ಲಿ ಸೆರೆಯಾಗಿದೆ. [40,1560,329,1631]
music-col2: ಆತ್ಮಾನುಭೂತಿ ಸಂಗೀತದಿಂದ ಸಾಧ್ಯ ಎಂದು ಅವರು ಹೇಳಿದರು. ಸಹಾಯಕ ಯೋಗಾಚಾರ್ಯ ಶ್ರೀ ನಿರ್ಮಲಾ ಅವರು, 1970ರಲ್ಲಿ ಪ್ರಾರಂಭವಾದ ಸಂಸ್ಥೆ ಕುರಿತು ಮಾಹಿತಿ ನೀಡಿದರು. ಸಂಗೀತ ಮತ್ತು ಯೋಗ ಒಂದಕ್ಕೊಂದು ಪೂರಕ. ನಿತ್ಯ ಯೋಗ ಹಾಗೂ ಸಂಗೀತ ಅಭ್ಯಾಸದಿಂದ ಮನಸ್ಸು ಶಾಂತವಾಗುತ್ತದೆ ಎಂದು ಮಾಹಿತಿ ನೀಡಿದರು. [1321,1692,1508,1778]
masthead-date: 3 ಫೆಬ್ರವರಿ 2025 [55,91,159,109]
swami-col3: ಸ್ವೀಕರಿಸಿದರು. ದೇಶವನ್ನು ಧರ್ಮಮಾರ್ಗದಲ್ಲಿ ಮುನ್ನಡೆಸಲು ಸಂತರು ಶ್ರಮಿಸುತ್ತಿದ್ದಾರೆ. ಮಾಜಿ ಎಂ.ಎಲ್.ಸಿ. ಹರೀಶ್ ಕುಮಾರ್, ಬಿಜೆಪಿ ಜಿಲ್ಲಾ ಮುಖಂಡರು ಸೇರಿದಂತೆ ಹಲವು ಗಣ್ಯರು ಹಾಜರಿದ್ದರು. [805,2180,1032,2222]
cigarette-dateline: ಬೆಂಗಳೂರು: [40,1339,80,1350]
brand-logo [1133,43,1501,131]
story-music [791,1643,1513,1821]
hack-col2: ಪ್ರಯೋಗಗಳು ಮತ್ತು ಹೊಸ ಪರಿಕಲ್ಪನೆಗಳನ್ನು ಸಾರುವ ಕಲಿಕೆಗೆ ಇದು ನೆರವಾಯಿತು. ನಮ್ಮ ಶಾಲೆಯ ಶಿಕ್ಷಕರು ಈ ಶಾಲೆಗಳ ಮಕ್ಕಳು ಹೊಂದಿರುವ ಸಾಮರ್ಥ್ಯದ ಬಗ್ಗೆ ಹೆಮ್ಮೆ ವ್ಯಕ್ತಪಡಿಸಿದರು ಎಂದು ಪ್ರಾಂಶುಪಾಲರು ತಿಳಿಸಿದರು. [1003,1502,1207,1559]
hack-dateline: ಬೆಂಗಳೂರು: [796,1311,836,1323]
inspire-title: ಸ್ಫೂರ್ತಿದಾಯಕ ಕಥೆ [348,511,465,532]
hack-headline: ಹ್ಯಾಕ್ ಟು ದಿ ಫ್ಯೂಚರ್ ಯಶಸ್ವಿ [802,1261,1095,1295]
